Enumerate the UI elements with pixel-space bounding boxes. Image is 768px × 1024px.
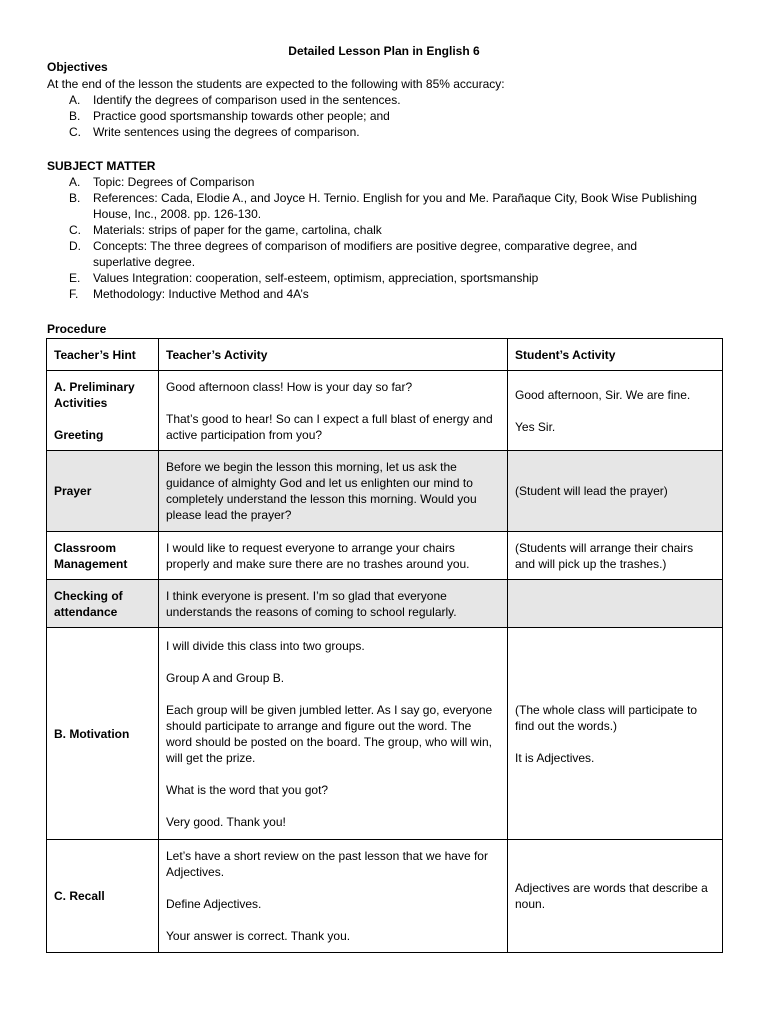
table-row xyxy=(47,628,723,840)
table-header-row xyxy=(47,339,723,371)
hint-cell: B. Motivation xyxy=(47,628,159,840)
subject-matter-heading: SUBJECT MATTER xyxy=(47,159,156,173)
teacher-activity-cell: I would like to request everyone to arrange your chairs properly and make sure there are no trashes around you. xyxy=(159,532,508,580)
objective-item: C. Write sentences using the degrees of comparison. xyxy=(69,125,360,139)
objectives-list xyxy=(47,92,707,140)
student-activity-cell: (Students will arrange their chairs and will pick up the trashes.) xyxy=(508,532,723,580)
table-row xyxy=(47,451,723,532)
objectives-intro: At the end of the lesson the students are expected to the following with 85% accuracy: xyxy=(47,77,505,91)
document-title: Detailed Lesson Plan in English 6 xyxy=(288,44,480,58)
objective-item: B. Practice good sportsmanship towards other people; and xyxy=(69,109,390,123)
teacher-activity-cell: Good afternoon class! How is your day so far? That’s good to hear! So can I expect a full blast of energy and active participation from you? xyxy=(159,371,508,451)
subject-item: F. Methodology: Inductive Method and 4A’s xyxy=(69,287,309,301)
table-row xyxy=(47,580,723,628)
subject-item: C. Materials: strips of paper for the game, cartolina, chalk xyxy=(69,223,382,237)
hint-cell: A. Preliminary Activities Greeting xyxy=(47,371,159,451)
table-row xyxy=(47,532,723,580)
student-activity-cell xyxy=(508,580,723,628)
teacher-activity-cell: Before we begin the lesson this morning, let us ask the guidance of almighty God and let us enlighten our mind to completely understand the lesson this morning. Would you please lead the prayer? xyxy=(159,451,508,532)
student-activity-cell: (The whole class will participate to find out the words.) It is Adjectives. xyxy=(508,628,723,840)
teacher-activity-cell: I will divide this class into two groups. Group A and Group B. Each group will be given jumbled letter. As I say go, everyone should participate to arrange and figure out the word. The word should be posted on the board. The group, who will win, will get the prize. What is the word that you got? Very good. Thank you! xyxy=(159,628,508,840)
objectives-heading: Objectives xyxy=(47,60,108,74)
student-activity-cell: Adjectives are words that describe a noun. xyxy=(508,840,723,953)
hint-cell: Prayer xyxy=(47,451,159,532)
procedure-table xyxy=(46,338,723,953)
teacher-activity-cell: I think everyone is present. I’m so glad that everyone understands the reasons of coming to school regularly. xyxy=(159,580,508,628)
header-teachers-activity: Teacher’s Activity xyxy=(159,339,508,371)
procedure-heading: Procedure xyxy=(47,322,107,336)
table-row xyxy=(47,371,723,451)
subject-item: A. Topic: Degrees of Comparison xyxy=(69,175,255,189)
subject-item: D. Concepts: The three degrees of comparison of modifiers are positive degree, comparative degree, and superlative degree. xyxy=(69,239,638,269)
subject-item: B. References: Cada, Elodie A., and Joyce H. Ternio. English for you and Me. Parañaque City, Book Wise Publishing House, Inc., 2008. pp. 126-130. xyxy=(69,191,697,221)
student-activity-cell: (Student will lead the prayer) xyxy=(508,451,723,532)
table-row xyxy=(47,840,723,953)
subject-matter-list xyxy=(47,174,697,302)
header-students-activity: Student’s Activity xyxy=(508,339,723,371)
header-teachers-hint: Teacher’s Hint xyxy=(47,339,159,371)
student-activity-cell: Good afternoon, Sir. We are fine. Yes Sir. xyxy=(508,371,723,451)
hint-cell: Classroom Management xyxy=(47,532,159,580)
subject-item: E. Values Integration: cooperation, self-esteem, optimism, appreciation, sportsmanship xyxy=(69,271,539,285)
teacher-activity-cell: Let’s have a short review on the past lesson that we have for Adjectives. Define Adjectives. Your answer is correct. Thank you. xyxy=(159,840,508,953)
objective-item: A. Identify the degrees of comparison used in the sentences. xyxy=(69,93,401,107)
hint-cell: C. Recall xyxy=(47,840,159,953)
hint-cell: Checking of attendance xyxy=(47,580,159,628)
